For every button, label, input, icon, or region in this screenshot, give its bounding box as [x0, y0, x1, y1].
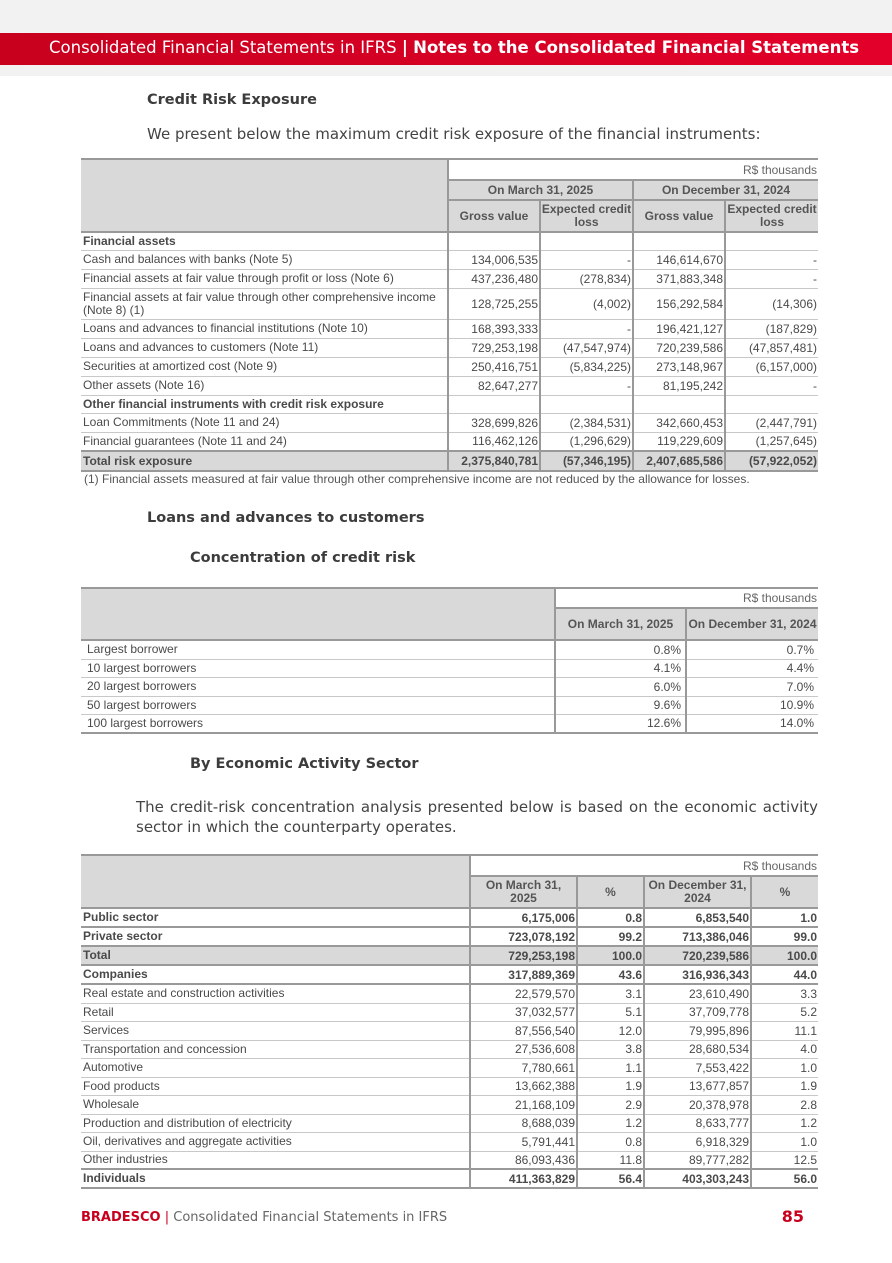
row-label: Financial assets at fair value through other comprehensive income (Note 8) (1) [81, 288, 448, 319]
amount-value: 79,995,896 [644, 1021, 751, 1040]
percent-value: 44.0 [751, 965, 818, 984]
gross-value: 134,006,535 [448, 250, 540, 269]
economic-sector-table [81, 854, 818, 1189]
percent-value: 2.9 [577, 1095, 644, 1114]
expected-credit-loss: - [540, 250, 633, 269]
percent-value: 2.8 [751, 1095, 818, 1114]
table-row [81, 696, 818, 714]
private-sector-row [81, 927, 818, 946]
percent-value: 56.4 [577, 1169, 644, 1188]
expected-credit-loss: (187,829) [725, 319, 818, 338]
footer-separator: | [164, 1210, 170, 1225]
percent-value: 3.1 [577, 984, 644, 1003]
percent-value: 1.2 [577, 1114, 644, 1132]
gross-value: 437,236,480 [448, 269, 540, 288]
gross-value: 371,883,348 [633, 269, 725, 288]
expected-credit-loss: (1,296,629) [540, 432, 633, 451]
percent-value: 43.6 [577, 965, 644, 984]
page-number: 85 [781, 1207, 804, 1226]
header-left: Consolidated Financial Statements in IFRS [49, 38, 397, 57]
table3-col-1: On March 31, 2025 [470, 876, 577, 908]
amount-value: 13,677,857 [644, 1077, 751, 1095]
expected-credit-loss: (278,834) [540, 269, 633, 288]
table1-col-gross-2: Gross value [633, 200, 725, 232]
expected-credit-loss: - [540, 376, 633, 395]
gross-value: 119,229,609 [633, 432, 725, 451]
amount-value: 7,553,422 [644, 1058, 751, 1077]
amount-value: 87,556,540 [470, 1021, 577, 1040]
expected-credit-loss: - [540, 319, 633, 338]
percent-value: 1.9 [751, 1077, 818, 1095]
expected-credit-loss: (47,857,481) [725, 338, 818, 357]
credit-risk-exposure-title: Credit Risk Exposure [147, 92, 317, 108]
gross-value: 250,416,751 [448, 357, 540, 376]
percent-value: 1.0 [751, 908, 818, 927]
row-label: 100 largest borrowers [81, 714, 555, 733]
companies-row [81, 965, 818, 984]
row-label: Production and distribution of electricity [81, 1114, 470, 1132]
gross-value: 168,393,333 [448, 319, 540, 338]
amount-value: 22,579,570 [470, 984, 577, 1003]
header-underband [0, 65, 892, 76]
percent-value: 1.9 [577, 1077, 644, 1095]
percent-value: 12.6% [555, 714, 686, 733]
gross-value: 720,239,586 [633, 338, 725, 357]
table1-footnote: (1) Financial assets measured at fair value through other comprehensive income are not reduced by the allowance for losses. [84, 472, 750, 486]
expected-credit-loss: (2,384,531) [540, 413, 633, 432]
table3-col-4: % [751, 876, 818, 908]
percent-value: 5.1 [577, 1003, 644, 1021]
table3-corner [81, 855, 470, 908]
table1-section-financial-assets: Financial assets [81, 232, 448, 250]
table-row [81, 338, 818, 357]
table-row [81, 319, 818, 338]
percent-value: 11.1 [751, 1021, 818, 1040]
amount-value: 720,239,586 [644, 946, 751, 965]
footer-brand: BRADESCO [81, 1210, 161, 1225]
amount-value: 6,918,329 [644, 1132, 751, 1151]
amount-value: 8,688,039 [470, 1114, 577, 1132]
percent-value: 1.1 [577, 1058, 644, 1077]
table-row [81, 714, 818, 733]
loans-advances-title: Loans and advances to customers [147, 510, 425, 526]
percent-value: 4.0 [751, 1040, 818, 1058]
row-label: Services [81, 1021, 470, 1040]
credit-risk-intro: We present below the maximum credit risk exposure of the financial instruments: [147, 125, 761, 143]
expected-credit-loss: - [725, 250, 818, 269]
amount-value: 21,168,109 [470, 1095, 577, 1114]
table-row [81, 1095, 818, 1114]
table3-col-2: % [577, 876, 644, 908]
amount-value: 28,680,534 [644, 1040, 751, 1058]
percent-value: 56.0 [751, 1169, 818, 1188]
total-ecl-1: (57,346,195) [540, 451, 633, 471]
row-label: 10 largest borrowers [81, 659, 555, 677]
amount-value: 6,175,006 [470, 908, 577, 927]
percent-value: 0.7% [686, 640, 818, 659]
row-label: Companies [81, 965, 470, 984]
row-label: Private sector [81, 927, 470, 946]
table-row [81, 677, 818, 696]
table2-col-1: On March 31, 2025 [555, 608, 686, 640]
row-label: Retail [81, 1003, 470, 1021]
total-row [81, 946, 818, 965]
page-footer [81, 1210, 447, 1225]
total-gross-1: 2,375,840,781 [448, 451, 540, 471]
row-label: 20 largest borrowers [81, 677, 555, 696]
concentration-subtitle: Concentration of credit risk [190, 550, 416, 566]
table-row [81, 1021, 818, 1040]
total-ecl-2: (57,922,052) [725, 451, 818, 471]
row-label: Largest borrower [81, 640, 555, 659]
table1-period-1: On March 31, 2025 [448, 180, 633, 200]
amount-value: 20,378,978 [644, 1095, 751, 1114]
table-row [81, 288, 818, 319]
amount-value: 411,363,829 [470, 1169, 577, 1188]
table-row [81, 269, 818, 288]
expected-credit-loss: (2,447,791) [725, 413, 818, 432]
amount-value: 13,662,388 [470, 1077, 577, 1095]
amount-value: 317,889,369 [470, 965, 577, 984]
percent-value: 4.1% [555, 659, 686, 677]
gross-value: 128,725,255 [448, 288, 540, 319]
expected-credit-loss: (4,002) [540, 288, 633, 319]
row-label: Real estate and construction activities [81, 984, 470, 1003]
percent-value: 6.0% [555, 677, 686, 696]
amount-value: 8,633,777 [644, 1114, 751, 1132]
amount-value: 7,780,661 [470, 1058, 577, 1077]
expected-credit-loss: (6,157,000) [725, 357, 818, 376]
percent-value: 1.0 [751, 1132, 818, 1151]
percent-value: 12.0 [577, 1021, 644, 1040]
percent-value: 4.4% [686, 659, 818, 677]
amount-value: 37,032,577 [470, 1003, 577, 1021]
percent-value: 7.0% [686, 677, 818, 696]
gross-value: 81,195,242 [633, 376, 725, 395]
gross-value: 342,660,453 [633, 413, 725, 432]
percent-value: 99.0 [751, 927, 818, 946]
percent-value: 100.0 [751, 946, 818, 965]
expected-credit-loss: - [725, 269, 818, 288]
page-header [0, 33, 892, 65]
percent-value: 5.2 [751, 1003, 818, 1021]
percent-value: 0.8 [577, 1132, 644, 1151]
row-label: Financial assets at fair value through profit or loss (Note 6) [81, 269, 448, 288]
gross-value: 196,421,127 [633, 319, 725, 338]
amount-value: 316,936,343 [644, 965, 751, 984]
amount-value: 37,709,778 [644, 1003, 751, 1021]
table3-unit: R$ thousands [470, 855, 818, 876]
expected-credit-loss: (1,257,645) [725, 432, 818, 451]
expected-credit-loss: (14,306) [725, 288, 818, 319]
gross-value: 146,614,670 [633, 250, 725, 269]
total-row [81, 451, 818, 471]
table-row [81, 1003, 818, 1021]
concentration-table [81, 587, 818, 734]
amount-value: 5,791,441 [470, 1132, 577, 1151]
public-sector-row [81, 908, 818, 927]
table-row [81, 357, 818, 376]
row-label: Public sector [81, 908, 470, 927]
gross-value: 273,148,967 [633, 357, 725, 376]
percent-value: 3.8 [577, 1040, 644, 1058]
table3-col-3: On December 31, 2024 [644, 876, 751, 908]
expected-credit-loss: (47,547,974) [540, 338, 633, 357]
table2-corner [81, 588, 555, 640]
table-row [81, 1151, 818, 1169]
row-label: Transportation and concession [81, 1040, 470, 1058]
row-label: Loans and advances to customers (Note 11) [81, 338, 448, 357]
amount-value: 729,253,198 [470, 946, 577, 965]
table1-period-2: On December 31, 2024 [633, 180, 818, 200]
expected-credit-loss: (5,834,225) [540, 357, 633, 376]
gross-value: 328,699,826 [448, 413, 540, 432]
economic-sector-intro: The credit-risk concentration analysis presented below is based on the economic activity sector in which the counterparty operates. [136, 798, 818, 836]
row-label: Oil, derivatives and aggregate activities [81, 1132, 470, 1151]
amount-value: 713,386,046 [644, 927, 751, 946]
footer-text: Consolidated Financial Statements in IFRS [173, 1210, 448, 1225]
gross-value: 729,253,198 [448, 338, 540, 357]
table-row [81, 250, 818, 269]
gross-value: 116,462,126 [448, 432, 540, 451]
row-label: Cash and balances with banks (Note 5) [81, 250, 448, 269]
percent-value: 12.5 [751, 1151, 818, 1169]
table2-unit: R$ thousands [555, 588, 818, 608]
row-label: Automotive [81, 1058, 470, 1077]
table-row [81, 1132, 818, 1151]
table1-col-gross-1: Gross value [448, 200, 540, 232]
percent-value: 1.0 [751, 1058, 818, 1077]
percent-value: 9.6% [555, 696, 686, 714]
row-label: Food products [81, 1077, 470, 1095]
row-label: Loan Commitments (Note 11 and 24) [81, 413, 448, 432]
expected-credit-loss: - [725, 376, 818, 395]
header-right: Notes to the Consolidated Financial Statements [413, 38, 860, 57]
percent-value: 99.2 [577, 927, 644, 946]
table-row [81, 376, 818, 395]
row-label: Individuals [81, 1169, 470, 1188]
percent-value: 100.0 [577, 946, 644, 965]
percent-value: 11.8 [577, 1151, 644, 1169]
table1-unit: R$ thousands [448, 159, 818, 180]
percent-value: 10.9% [686, 696, 818, 714]
row-label: Other industries [81, 1151, 470, 1169]
table-row [81, 432, 818, 451]
row-label: Financial guarantees (Note 11 and 24) [81, 432, 448, 451]
gross-value: 82,647,277 [448, 376, 540, 395]
percent-value: 3.3 [751, 984, 818, 1003]
row-label: 50 largest borrowers [81, 696, 555, 714]
table1-corner [81, 159, 448, 232]
row-label: Wholesale [81, 1095, 470, 1114]
table-row [81, 1114, 818, 1132]
table1-section-other-instruments: Other financial instruments with credit risk exposure [81, 395, 448, 413]
amount-value: 27,536,608 [470, 1040, 577, 1058]
table-row [81, 1077, 818, 1095]
individuals-row [81, 1169, 818, 1188]
table-row [81, 659, 818, 677]
table1-col-ecl-1: Expected credit loss [540, 200, 633, 232]
percent-value: 14.0% [686, 714, 818, 733]
amount-value: 89,777,282 [644, 1151, 751, 1169]
amount-value: 23,610,490 [644, 984, 751, 1003]
economic-sector-title: By Economic Activity Sector [190, 756, 419, 772]
table-row [81, 413, 818, 432]
percent-value: 0.8% [555, 640, 686, 659]
row-label: Securities at amortized cost (Note 9) [81, 357, 448, 376]
percent-value: 1.2 [751, 1114, 818, 1132]
amount-value: 403,303,243 [644, 1169, 751, 1188]
row-label: Total [81, 946, 470, 965]
table2-col-2: On December 31, 2024 [686, 608, 818, 640]
gross-value: 156,292,584 [633, 288, 725, 319]
table1-col-ecl-2: Expected credit loss [725, 200, 818, 232]
top-band [0, 0, 892, 33]
header-separator: | [401, 38, 408, 57]
amount-value: 6,853,540 [644, 908, 751, 927]
amount-value: 723,078,192 [470, 927, 577, 946]
table-row [81, 640, 818, 659]
total-label: Total risk exposure [81, 451, 448, 471]
amount-value: 86,093,436 [470, 1151, 577, 1169]
row-label: Other assets (Note 16) [81, 376, 448, 395]
table-row [81, 984, 818, 1003]
table-row [81, 1040, 818, 1058]
table-row [81, 1058, 818, 1077]
credit-risk-exposure-table [81, 158, 818, 472]
total-gross-2: 2,407,685,586 [633, 451, 725, 471]
row-label: Loans and advances to financial institutions (Note 10) [81, 319, 448, 338]
percent-value: 0.8 [577, 908, 644, 927]
